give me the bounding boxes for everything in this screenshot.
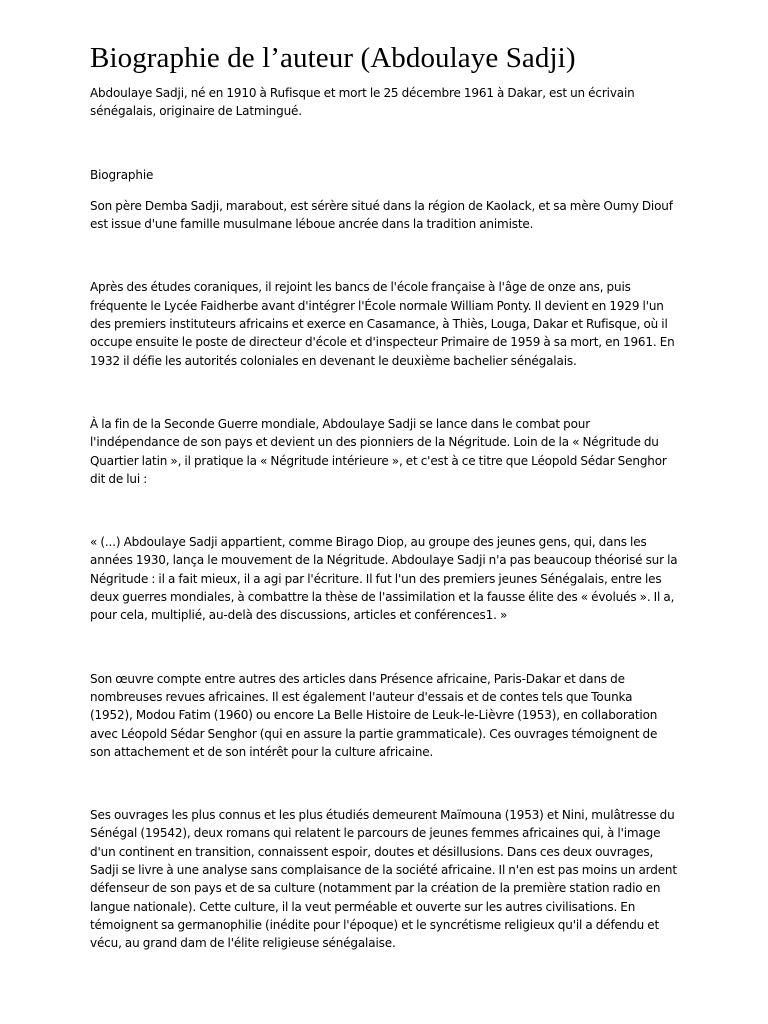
section-heading: Biographie xyxy=(90,167,154,182)
paragraph-oeuvre: Son œuvre compte entre autres des articles dans Présence africaine, Paris-Dakar et dans de nombreuses revues africaines. Il est également l'auteur d'essais et de contes tels que Tounka (1952), Modou Fatim (1960) ou encore La Belle Histoire de Leuk-le-Lièvre (1953), en collaboration avec Léopold Sédar Senghor (qui en assure la partie grammaticale). Ces ouvrages témoignent de son attachement et de son intérêt pour la culture africaine. xyxy=(90,671,658,759)
paragraph-parents: Son père Demba Sadji, marabout, est sérère situé dans la région de Kaolack, et sa mère Oumy Diouf est issue d'une famille musulmane léboue ancrée dans la tradition animiste. xyxy=(90,198,673,232)
paragraph-senghor-quote: « (...) Abdoulaye Sadji appartient, comme Birago Diop, au groupe des jeunes gens, qui, dans les années 1930, lança le mouvement de la Négritude. Abdoulaye Sadji n'a pas beaucoup théorisé sur la Négritude : il a fait mieux, il a agi par l'écriture. Il fut l'un des premiers jeunes Sénégalais, entre les deux guerres mondiales, à combattre la thèse de l'assimilation et la fausse élite des « évolués ». Il a, pour cela, multiplié, au-delà des discussions, articles et conférences1. » xyxy=(90,535,678,623)
intro-paragraph: Abdoulaye Sadji, né en 1910 à Rufisque et mort le 25 décembre 1961 à Dakar, est un écrivain sénégalais, originaire de Latmingué. xyxy=(90,86,635,119)
document-title: Biographie de l’auteur (Abdoulaye Sadji) xyxy=(90,42,576,74)
document-page xyxy=(90,40,678,953)
paragraph-education: Après des études coraniques, il rejoint les bancs de l'école française à l'âge de onze ans, puis fréquente le Lycée Faidherbe avant d'intégrer l'École normale William Ponty. Il devient en 1929 l'un des premiers instituteurs africains et exerce en Casamance, à Thiès, Louga, Dakar et Rufisque, où il occupe ensuite le poste de directeur d'école et d'inspecteur Primaire de 1959 à sa mort, en 1961. En 1932 il défie les autorités coloniales en devenant le deuxième bachelier sénégalais. xyxy=(90,280,675,368)
paragraph-negritude: À la fin de la Seconde Guerre mondiale, Abdoulaye Sadji se lance dans le combat pour l'indépendance de son pays et devient un des pionniers de la Négritude. Loin de la « Négritude du Quartier latin », il pratique la « Négritude intérieure », et c'est à ce titre que Léopold Sédar Senghor dit de lui : xyxy=(90,416,667,486)
paragraph-ouvrages: Ses ouvrages les plus connus et les plus étudiés demeurent Maïmouna (1953) et Nini, mulâtresse du Sénégal (19542), deux romans qui relatent le parcours de jeunes femmes africaines qui, à l'image d'un continent en transition, connaissent espoir, doutes et désillusions. Dans ces deux ouvrages, Sadji se livre à une analyse sans complaisance de la société africaine. Il n'en est pas moins un ardent défenseur de son pays et de sa culture (notamment par la création de la première station radio en langue nationale). Cette culture, il la veut perméable et ouverte sur les autres civilisations. En témoignent sa germanophilie (inédite pour l'époque) et le syncrétisme religieux qu'il a défendu et vécu, au grand dam de l'élite religieuse sénégalaise. xyxy=(90,808,677,951)
